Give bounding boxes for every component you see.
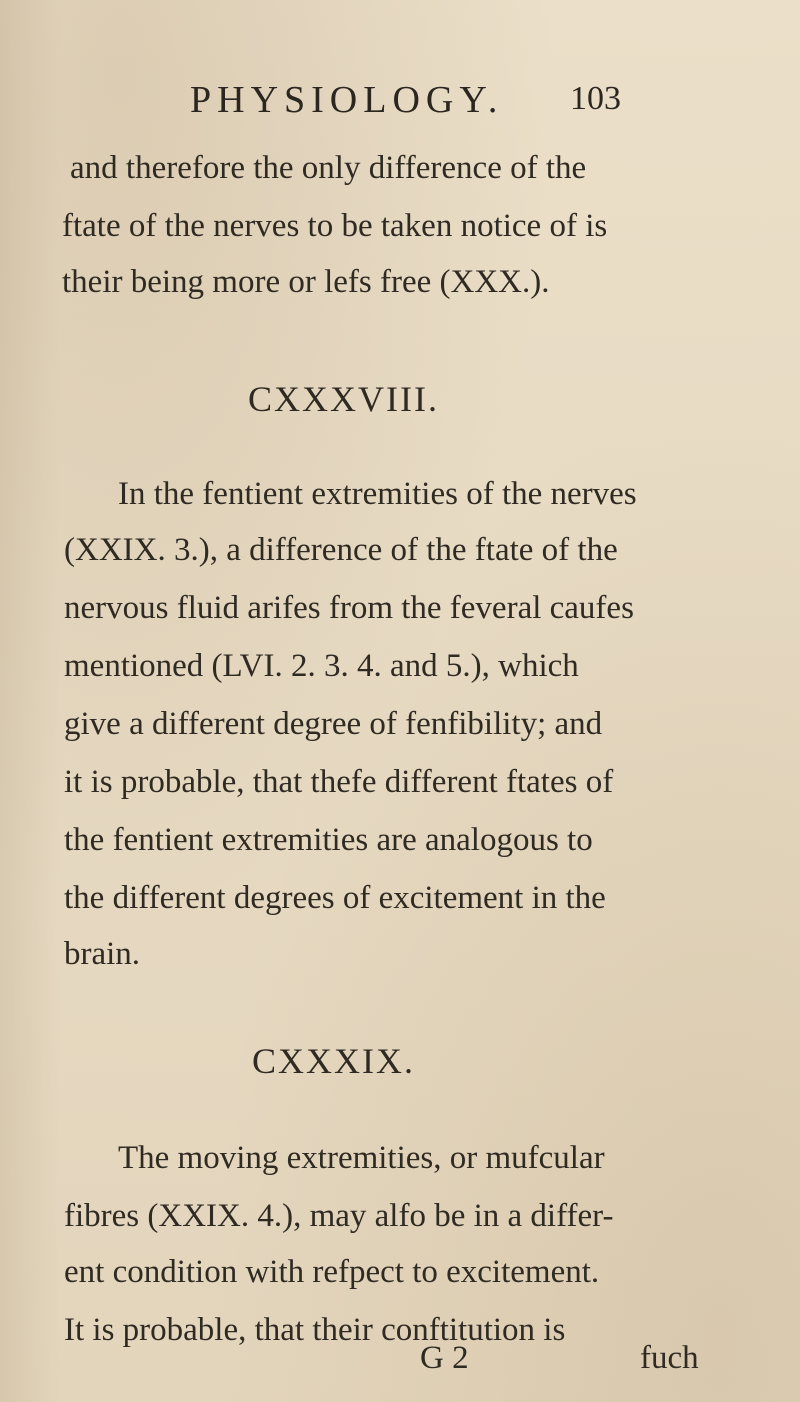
text-line: The moving extremities, or mufcular [118, 1140, 605, 1176]
text-line: the fentient extremities are analogous to [64, 822, 593, 858]
text-line: In the fentient extremities of the nerves [118, 476, 637, 512]
running-title: PHYSIOLOGY. [190, 79, 504, 121]
page-number: 103 [570, 80, 621, 117]
running-head [190, 78, 690, 138]
text-line: ent condition with refpect to excitement. [64, 1254, 600, 1290]
text-line: it is probable, that thefe different ftates of [64, 764, 614, 800]
catchword: fuch [640, 1340, 699, 1376]
section-heading: CXXXVIII. [248, 379, 439, 419]
text-line: ftate of the nerves to be taken notice of is [62, 208, 608, 244]
section-heading: CXXXIX. [252, 1041, 415, 1081]
text-line: nervous fluid arifes from the feveral caufes [64, 590, 634, 626]
signature-mark: G 2 [420, 1340, 469, 1376]
page-edge-shadow [0, 0, 60, 1402]
text-line: mentioned (LVI. 2. 3. 4. and 5.), which [64, 648, 579, 684]
text-line: It is probable, that their conftitution is [64, 1312, 566, 1348]
text-line: their being more or lefs free (XXX.). [62, 264, 550, 300]
text-line: (XXIX. 3.), a difference of the ftate of the [64, 532, 618, 568]
text-line: the different degrees of excitement in the [64, 880, 606, 916]
text-line: give a different degree of fenfibility; and [64, 706, 603, 742]
text-line: brain. [64, 936, 141, 972]
text-line: and therefore the only difference of the [70, 150, 587, 186]
text-line: fibres (XXIX. 4.), may alfo be in a differ- [64, 1198, 614, 1234]
